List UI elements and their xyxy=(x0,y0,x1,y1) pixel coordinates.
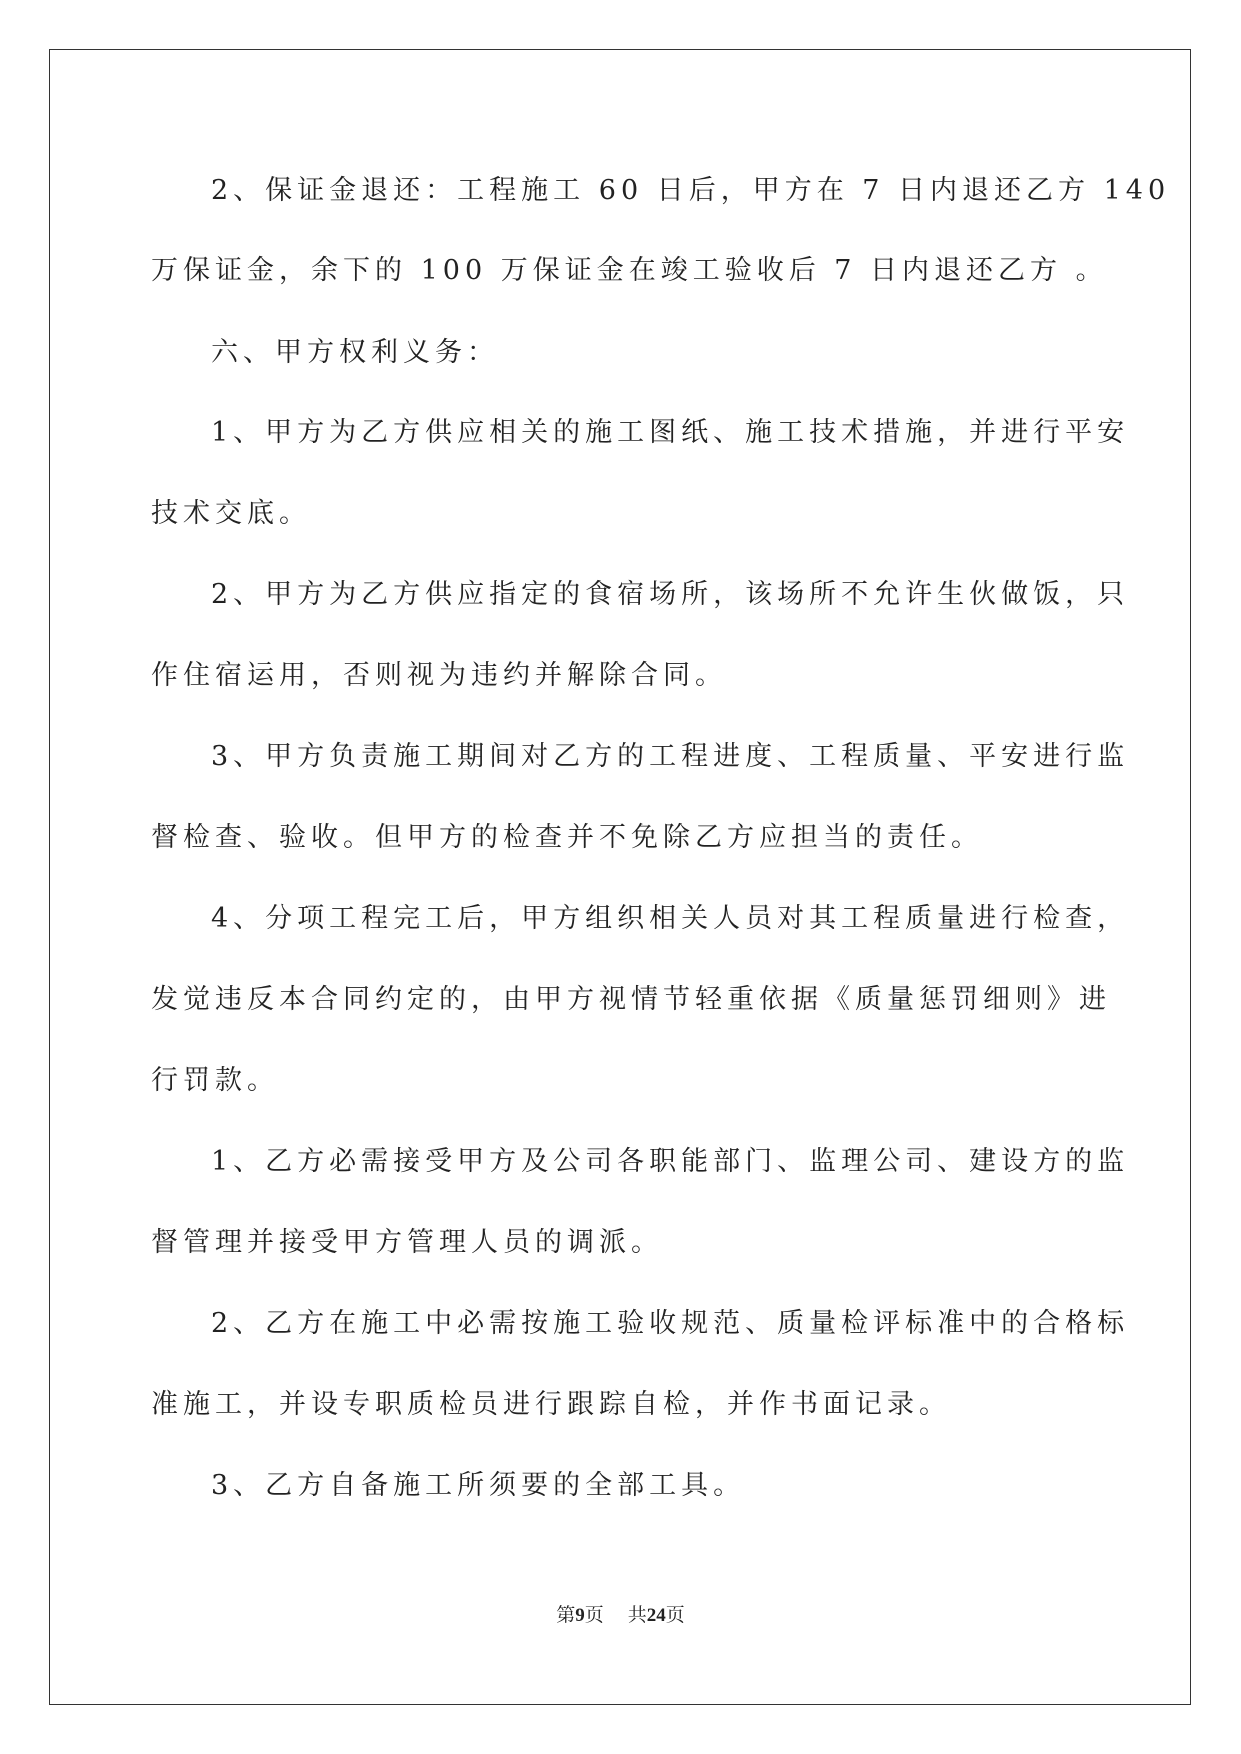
footer-page-prefix: 第 xyxy=(556,1605,576,1626)
paragraph-line: 技术交底。 xyxy=(151,498,311,529)
paragraph-line: 督检查、验收。但甲方的检查并不免除乙方应担当的责任。 xyxy=(151,822,983,853)
page-border xyxy=(49,49,1191,1705)
paragraph-line: 发觉违反本合同约定的，由甲方视情节轻重依据《质量惩罚细则》进 xyxy=(151,984,1111,1015)
paragraph-line: 万保证金，余下的 100 万保证金在竣工验收后 7 日内退还乙方 。 xyxy=(151,255,1108,286)
footer-page-suffix: 页 xyxy=(584,1605,604,1626)
paragraph-line: 2、乙方在施工中必需按施工验收规范、质量检评标准中的合格标 xyxy=(211,1308,1130,1339)
footer-total-prefix: 共 xyxy=(627,1605,647,1626)
paragraph-line: 1、甲方为乙方供应相关的施工图纸、施工技术措施，并进行平安 xyxy=(211,417,1130,448)
paragraph-line: 2、甲方为乙方供应指定的食宿场所，该场所不允许生伙做饭，只 xyxy=(211,579,1130,610)
paragraph-line: 2、保证金退还：工程施工 60 日后，甲方在 7 日内退还乙方 140 xyxy=(211,175,1171,206)
paragraph-line: 3、甲方负责施工期间对乙方的工程进度、工程质量、平安进行监 xyxy=(211,741,1130,772)
footer-total-suffix: 页 xyxy=(665,1605,685,1626)
footer-page-number: 9 xyxy=(575,1605,585,1626)
paragraph-line: 督管理并接受甲方管理人员的调派。 xyxy=(151,1227,663,1258)
paragraph-line: 1、乙方必需接受甲方及公司各职能部门、监理公司、建设方的监 xyxy=(211,1146,1130,1177)
paragraph-line: 3、乙方自备施工所须要的全部工具。 xyxy=(211,1470,746,1501)
paragraph-line: 准施工，并设专职质检员进行跟踪自检，并作书面记录。 xyxy=(151,1389,951,1420)
section-heading: 六、甲方权利义务： xyxy=(211,337,499,368)
footer-total-number: 24 xyxy=(646,1605,666,1626)
paragraph-line: 行罚款。 xyxy=(151,1065,279,1096)
paragraph-line: 作住宿运用，否则视为违约并解除合同。 xyxy=(151,660,727,691)
paragraph-line: 4、分项工程完工后，甲方组织相关人员对其工程质量进行检查， xyxy=(211,903,1130,934)
page-footer xyxy=(0,1600,1241,1627)
